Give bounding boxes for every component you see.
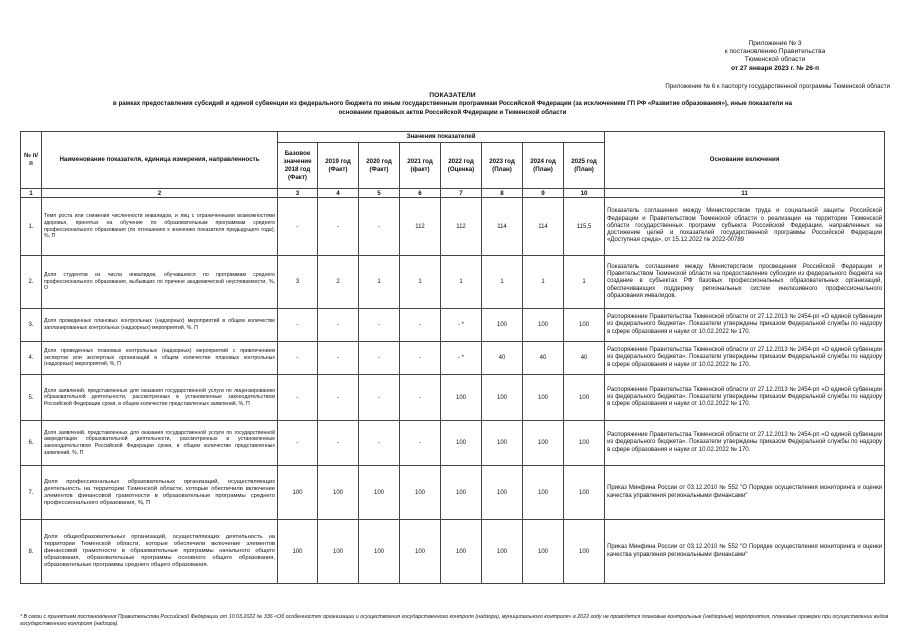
column-number-row xyxy=(21,189,885,198)
value-2019: - xyxy=(318,309,359,342)
indicator-name: Доля заявлений, представленных для оказания государственной услуги по лицензированию образовательной деятельности, рассмотренных в установленные законодательством Российской Федерации сроки, в общем количестве представленных заявлений, %, П xyxy=(42,375,278,421)
value-base: 100 xyxy=(278,466,318,520)
row-number: 2. xyxy=(21,256,42,309)
inclusion-basis: Распоряжение Правительства Тюменской области от 27.12.2013 № 2454-рп «О единой субвенции из федерального бюджета». Показатели утверждены приказом Федеральной службы по надзору в сфере образования и науки от 10.02.2022 № 170. xyxy=(605,421,885,466)
value-2022: 100 xyxy=(441,375,482,421)
value-2019: - xyxy=(318,421,359,466)
header-values-group: Значения показателей xyxy=(278,132,605,143)
value-2021: 1 xyxy=(400,256,441,309)
value-2019: - xyxy=(318,342,359,375)
column-number: 9 xyxy=(523,189,564,198)
value-2024: 100 xyxy=(523,375,564,421)
table-row xyxy=(21,198,885,256)
value-2020: - xyxy=(359,375,400,421)
value-2023: 40 xyxy=(482,342,523,375)
header-2023: 2023 год (План) xyxy=(482,143,523,189)
value-2023: 100 xyxy=(482,520,523,584)
value-2020: 100 xyxy=(359,466,400,520)
column-number: 4 xyxy=(318,189,359,198)
value-2019: 100 xyxy=(318,466,359,520)
value-2021: - xyxy=(400,309,441,342)
indicator-name: Темп роста или снижения численности инвалидов, и лиц с ограниченными возможностями здоровья, принятых на обучение по образовательным программам среднего профессионального образования (по отношению к значению показателя предыдущего года), %, П xyxy=(42,198,278,256)
value-2021: 100 xyxy=(400,520,441,584)
value-2023: 100 xyxy=(482,309,523,342)
passport-note: Приложение № 6 к паспорту государственной программы Тюменской области xyxy=(665,83,890,90)
subtitle-line-1: в рамках предоставления субсидий и единой субвенции из федерального бюджета по иным государственным программам Российской Федерации (за исключением ГП РФ «Развитие образования»), иные показатели на xyxy=(112,100,793,107)
column-number: 5 xyxy=(359,189,400,198)
header-2022: 2022 год (Оценка) xyxy=(441,143,482,189)
value-2023: 1 xyxy=(482,256,523,309)
value-2022: 100 xyxy=(441,520,482,584)
value-2020: - xyxy=(359,342,400,375)
value-2025: 115,5 xyxy=(564,198,605,256)
header-indicator-name: Наименование показателя, единица измерения, направленность xyxy=(42,132,278,189)
row-number: 8. xyxy=(21,520,42,584)
inclusion-basis: Показатель соглашения между Министерством просвещения Российской Федерации и Правительством Тюменской области на предоставление субсидии из федерального бюджета на создание в субъектах РФ базовых профессиональных образовательных организаций, обеспечивающих поддержку региональных систем инклюзивного профессионального образования инвалидов. xyxy=(605,256,885,309)
indicator-name: Доля проведенных плановых контрольных (надзорных) мероприятий в общем количестве запланированных контрольных (надзорных) мероприятий, %, П xyxy=(42,309,278,342)
header-2025: 2025 год (План) xyxy=(564,143,605,189)
value-2024: 100 xyxy=(523,421,564,466)
value-2020: - xyxy=(359,309,400,342)
value-2022: - * xyxy=(441,342,482,375)
value-2022: 112 xyxy=(441,198,482,256)
inclusion-basis: Распоряжение Правительства Тюменской области от 27.12.2013 № 2454-рп «О единой субвенции из федерального бюджета». Показатели утверждены приказом Федеральной службы по надзору в сфере образования и науки от 10.02.2022 № 170. xyxy=(605,309,885,342)
header-basis: Основание включения xyxy=(605,132,885,189)
column-number: 10 xyxy=(564,189,605,198)
value-2025: 100 xyxy=(564,520,605,584)
header-no: № п/п xyxy=(21,132,42,189)
appendix-number: Приложение № 3 xyxy=(748,40,802,47)
value-2024: 114 xyxy=(523,198,564,256)
header-2024: 2024 год (План) xyxy=(523,143,564,189)
value-2020: - xyxy=(359,421,400,466)
value-2025: 1 xyxy=(564,256,605,309)
table-row xyxy=(21,375,885,421)
inclusion-basis: Распоряжение Правительства Тюменской области от 27.12.2013 № 2454-рп «О единой субвенции из федерального бюджета». Показатели утверждены приказом Федеральной службы по надзору в сфере образования и науки от 10.02.2022 № 170. xyxy=(605,342,885,375)
value-2021: 112 xyxy=(400,198,441,256)
table-row xyxy=(21,520,885,584)
inclusion-basis: Приказ Минфина России от 03.12.2010 № 552 "О Порядке осуществления мониторинга и оценки качества управления региональными финансами" xyxy=(605,466,885,520)
indicator-name: Доля заявлений, представленных для оказания государственной услуги по государственной аккредитации образовательной деятельности, рассмотренных в установленные законодательством Российской Федерации сроки, в общем количестве представленных заявлений, %, П xyxy=(42,421,278,466)
value-2024: 100 xyxy=(523,309,564,342)
value-2022: - * xyxy=(441,309,482,342)
value-2023: 100 xyxy=(482,375,523,421)
value-2021: 100 xyxy=(400,466,441,520)
value-base: - xyxy=(278,309,318,342)
value-2025: 40 xyxy=(564,342,605,375)
value-2025: 100 xyxy=(564,375,605,421)
inclusion-basis: Показатель соглашения между Министерством труда и социальной защиты Российской Федерации и Правительством Тюменской области о реализации на территории Тюменской области государственных программ субъекта Российской Федерации, направленных на достижение целей и показателей государственной программы Российской Федерации «Доступная среда», от 15.12.2022 № 2022-00789 xyxy=(605,198,885,256)
value-2019: - xyxy=(318,375,359,421)
value-2025: 100 xyxy=(564,466,605,520)
value-2021: - xyxy=(400,342,441,375)
value-2024: 40 xyxy=(523,342,564,375)
value-base: 100 xyxy=(278,520,318,584)
indicator-name: Доля профессиональных образовательных организаций, осуществляющих деятельность на территории Тюменской области, которые обеспечили включение элементов финансовой грамотности в образовательные программы среднего профессионального образования, %, П xyxy=(42,466,278,520)
appendix-date: от 27 января 2023 г. № 26-п xyxy=(730,64,820,72)
column-number: 1 xyxy=(21,189,42,198)
value-2023: 114 xyxy=(482,198,523,256)
column-number: 2 xyxy=(42,189,278,198)
header-2019: 2019 год (Факт) xyxy=(318,143,359,189)
value-2022: 100 xyxy=(441,421,482,466)
value-2023: 100 xyxy=(482,466,523,520)
table-row xyxy=(21,256,885,309)
value-2024: 1 xyxy=(523,256,564,309)
row-number: 4. xyxy=(21,342,42,375)
value-2021: - xyxy=(400,421,441,466)
row-number: 1. xyxy=(21,198,42,256)
column-number: 8 xyxy=(482,189,523,198)
inclusion-basis: Приказ Минфина России от 03.12.2010 № 552 "О Порядке осуществления мониторинга и оценки качества управления региональными финансами" xyxy=(605,520,885,584)
value-2024: 100 xyxy=(523,520,564,584)
value-base: - xyxy=(278,375,318,421)
value-2019: 2 xyxy=(318,256,359,309)
value-2020: 100 xyxy=(359,520,400,584)
value-base: - xyxy=(278,198,318,256)
value-2019: 100 xyxy=(318,520,359,584)
column-number: 6 xyxy=(400,189,441,198)
row-number: 5. xyxy=(21,375,42,421)
column-number: 7 xyxy=(441,189,482,198)
header-2020: 2020 год (Факт) xyxy=(359,143,400,189)
value-2024: 100 xyxy=(523,466,564,520)
table-row xyxy=(21,466,885,520)
indicators-table xyxy=(20,131,885,584)
page-title: ПОКАЗАТЕЛИ xyxy=(429,92,476,99)
value-2020: - xyxy=(359,198,400,256)
indicator-name: Доля общеобразовательных организаций, осуществляющих деятельность на территории Тюменской области, которые обеспечили включение элементов финансовой грамотности в образовательные программы начального общего образования, образовательные программы основного общего образования, образовательные программы среднего общего образования. xyxy=(42,520,278,584)
value-2022: 1 xyxy=(441,256,482,309)
row-number: 6. xyxy=(21,421,42,466)
row-number: 3. xyxy=(21,309,42,342)
footnote: * В связи с принятием постановления Правительства Российской Федерации от 10.03.2022 № 336 «Об особенностях организации и осуществления государственного контроля (надзора), муниципального контроля» в 2022 году не проводятся плановые контрольные (надзорные) мероприятия, плановые проверки при осуществлении видов государственного контроля (надзора). xyxy=(20,614,889,628)
value-2019: - xyxy=(318,198,359,256)
appendix-header xyxy=(650,40,900,73)
indicator-name: Доля проведенных плановых контрольных (надзорных) мероприятий с привлечением экспертов или экспертных организаций в общем количестве плановых контрольных (надзорных) мероприятий, %, П xyxy=(42,342,278,375)
row-number: 7. xyxy=(21,466,42,520)
table-row xyxy=(21,342,885,375)
value-base: - xyxy=(278,421,318,466)
value-2025: 100 xyxy=(564,421,605,466)
indicator-name: Доля студентов из числа инвалидов, обучавшихся по программам среднего профессионального образования, выбывших по причине академической неуспеваемости, %, О xyxy=(42,256,278,309)
header-base-2018: Базовое значение 2018 год (Факт) xyxy=(278,143,318,189)
value-base: - xyxy=(278,342,318,375)
appendix-region: Тюменской области xyxy=(744,56,806,64)
appendix-resolution: к постановлению Правительства xyxy=(724,48,826,56)
value-2021: - xyxy=(400,375,441,421)
inclusion-basis: Распоряжение Правительства Тюменской области от 27.12.2013 № 2454-рп «О единой субвенции из федерального бюджета». Показатели утверждены приказом Федеральной службы по надзору в сфере образования и науки от 10.02.2022 № 170. xyxy=(605,375,885,421)
table-row xyxy=(21,309,885,342)
table-row xyxy=(21,421,885,466)
column-number: 11 xyxy=(605,189,885,198)
value-base: 3 xyxy=(278,256,318,309)
header-2021: 2021 год (факт) xyxy=(400,143,441,189)
value-2020: 1 xyxy=(359,256,400,309)
value-2023: 100 xyxy=(482,421,523,466)
value-2022: 100 xyxy=(441,466,482,520)
subtitle-line-2: основании правовых актов Российской Федерации и Тюменской области xyxy=(338,108,567,116)
page-subtitle xyxy=(25,100,880,117)
column-number: 3 xyxy=(278,189,318,198)
value-2025: 100 xyxy=(564,309,605,342)
document-heading xyxy=(25,91,880,117)
